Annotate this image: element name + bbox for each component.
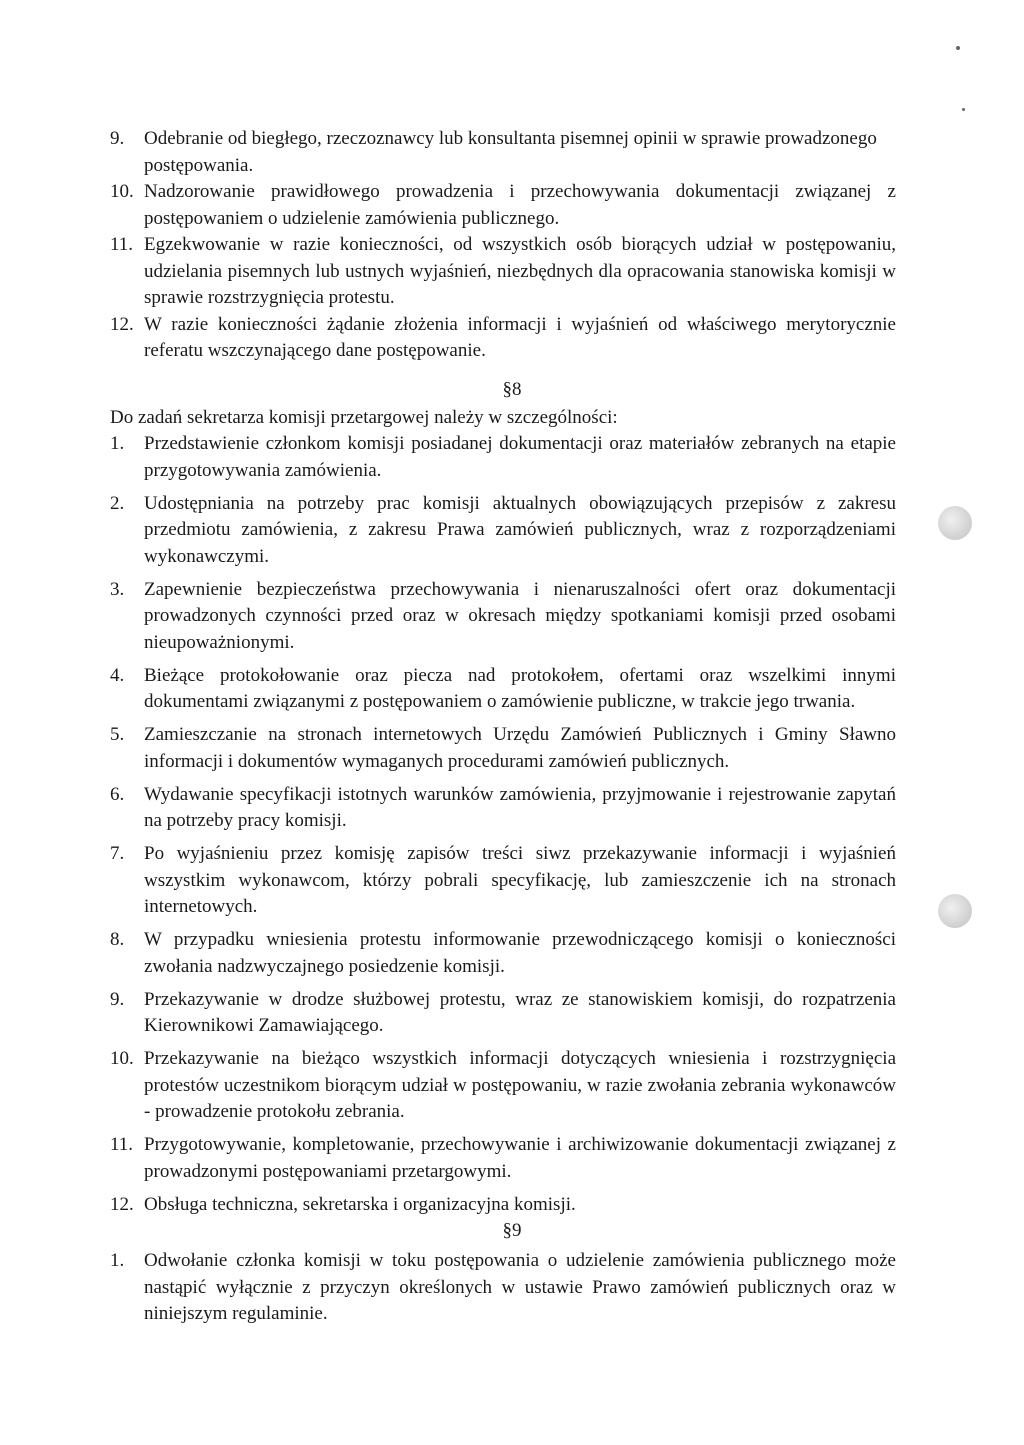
- item-text: W razie konieczności żądanie złożenia informacji i wyjaśnień od właściwego merytorycznie referatu wszczynającego dane postępowanie.: [144, 313, 896, 361]
- item-number: 11.: [110, 234, 134, 255]
- punch-hole: [938, 506, 972, 540]
- item-number: 11.: [110, 1134, 134, 1155]
- section-heading-8: §8: [502, 379, 522, 400]
- list-item: [110, 312, 896, 365]
- item-number: 4.: [110, 664, 125, 686]
- item-text: Przedstawienie członkom komisji posiadanej dokumentacji oraz materiałów zebranych na etapie przygotowywania zamówienia.: [144, 433, 896, 481]
- item-text: Zamieszczanie na stronach internetowych Urzędu Zamówień Publicznych i Gminy Sławno informacji i dokumentów wymaganych procedurami zamówień publicznych.: [144, 724, 896, 772]
- list-item: [110, 1192, 896, 1219]
- item-number: 1.: [110, 1250, 125, 1271]
- item-number: 12.: [110, 313, 134, 335]
- item-text: Przekazywanie w drodze służbowej protestu, wraz ze stanowiskiem komisji, do rozpatrzenia Kierownikowi Zamawiającego.: [144, 988, 896, 1036]
- list-item: [110, 782, 896, 835]
- list-item: [110, 1046, 896, 1126]
- list-item: [110, 431, 896, 484]
- item-text: Wydawanie specyfikacji istotnych warunków zamówienia, przyjmowanie i rejestrowanie zapytań na potrzeby pracy komisji.: [144, 783, 896, 831]
- punch-hole: [938, 894, 972, 928]
- item-text: Przekazywanie na bieżąco wszystkich informacji dotyczących wniesienia i rozstrzygnięcia protestów uczestnikom biorącym udział w postępowaniu, w razie zwołania zebrania wykonawców - prowadzenie protokołu zebrania.: [144, 1048, 896, 1122]
- list-item: [110, 577, 896, 657]
- item-text: Przygotowywanie, kompletowanie, przechowywanie i archiwizowanie dokumentacji związanej z prowadzonymi postępowaniami przetargowymi.: [144, 1134, 896, 1182]
- item-number: 12.: [110, 1193, 134, 1215]
- item-text: Bieżące protokołowanie oraz piecza nad protokołem, ofertami oraz wszelkimi innymi dokumentami związanymi z postępowaniem o zamówienie publiczne, w trakcie jego trwania.: [144, 664, 896, 712]
- list-item: [110, 1248, 896, 1328]
- item-number: 10.: [110, 181, 134, 202]
- list-item: [110, 1132, 896, 1185]
- scan-speck: [956, 46, 960, 50]
- section-9-list: [110, 1248, 896, 1328]
- item-text: Odebranie od biegłego, rzeczoznawcy lub konsultanta pisemnej opinii w sprawie prowadzonego postępowania.: [144, 128, 877, 176]
- item-number: 7.: [110, 843, 125, 864]
- item-number: 6.: [110, 783, 125, 805]
- continued-list: [110, 126, 896, 365]
- section-heading-9: §9: [502, 1220, 522, 1241]
- item-text: Obsługa techniczna, sekretarska i organizacyjna komisji.: [144, 1193, 576, 1215]
- item-number: 10.: [110, 1048, 134, 1069]
- item-text: Egzekwowanie w razie konieczności, od wszystkich osób biorących udział w postępowaniu, udzielania pisemnych lub ustnych wyjaśnień, niezbędnych dla opracowania stanowiska komisji w sprawie rozstrzygnięcia protestu.: [144, 234, 896, 308]
- list-item: [110, 126, 896, 179]
- item-number: 9.: [110, 988, 125, 1010]
- list-item: [110, 491, 896, 571]
- item-number: 3.: [110, 578, 125, 600]
- item-text: Zapewnienie bezpieczeństwa przechowywania i nienaruszalności ofert oraz dokumentacji prowadzonych czynności przed oraz w okresach między spotkaniami komisji przed osobami nieupoważnionymi.: [144, 578, 896, 653]
- list-item: [110, 179, 896, 232]
- item-number: 9.: [110, 128, 125, 149]
- list-item: [110, 722, 896, 775]
- list-item: [110, 841, 896, 921]
- item-text: Odwołanie członka komisji w toku postępowania o udzielenie zamówienia publicznego może nastąpić wyłącznie z przyczyn określonych w ustawie Prawo zamówień publicznych oraz w niniejszym regulaminie.: [144, 1250, 896, 1324]
- item-text: Udostępniania na potrzeby prac komisji aktualnych obowiązujących przepisów z zakresu przedmiotu zamówienia, z zakresu Prawa zamówień publicznych, wraz z rozporządzeniami wykonawczymi.: [144, 492, 896, 567]
- list-item: [110, 927, 896, 980]
- item-text: W przypadku wniesienia protestu informowanie przewodniczącego komisji o konieczności zwołania nadzwyczajnego posiedzenie komisji.: [144, 929, 896, 977]
- list-item: [110, 663, 896, 716]
- item-text: Nadzorowanie prawidłowego prowadzenia i przechowywania dokumentacji związanej z postępowaniem o udzielenie zamówienia publicznego.: [144, 181, 896, 229]
- item-number: 1.: [110, 433, 125, 454]
- item-number: 5.: [110, 724, 125, 745]
- section-intro: Do zadań sekretarza komisji przetargowej należy w szczególności:: [110, 407, 618, 428]
- item-number: 8.: [110, 929, 125, 950]
- section-8-list: [110, 431, 896, 1218]
- scan-speck: [962, 108, 965, 111]
- item-text: Po wyjaśnieniu przez komisję zapisów treści siwz przekazywanie informacji i wyjaśnień wszystkim wykonawcom, którzy pobrali specyfikację, lub zamieszczenie ich na stronach internetowych.: [144, 843, 896, 917]
- list-item: [110, 232, 896, 312]
- list-item: [110, 987, 896, 1040]
- item-number: 2.: [110, 492, 125, 514]
